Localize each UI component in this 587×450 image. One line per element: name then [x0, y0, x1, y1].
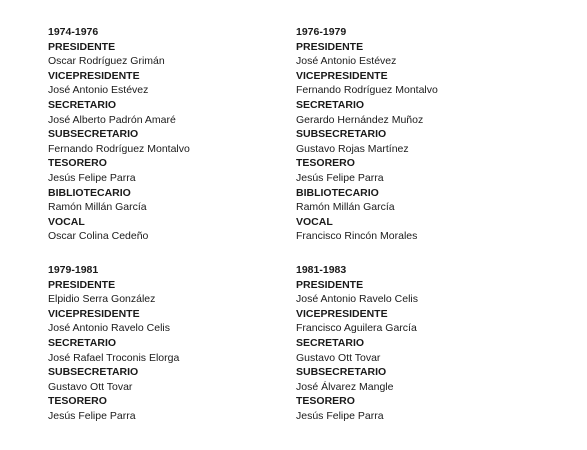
- role-label: TESORERO: [48, 157, 107, 170]
- role-label: SECRETARIO: [48, 336, 117, 349]
- role-label: SUBSECRETARIO: [48, 366, 139, 379]
- period-heading: 1974-1976: [48, 26, 99, 38]
- member-name: José Alberto Padrón Amaré: [48, 113, 176, 126]
- member-name: José Antonio Ravelo Celis: [48, 322, 170, 335]
- role-label: PRESIDENTE: [48, 278, 116, 291]
- member-name: Fernando Rodríguez Montalvo: [48, 142, 190, 155]
- member-name: José Antonio Estévez: [48, 84, 149, 97]
- role-label: PRESIDENTE: [296, 40, 364, 53]
- period-block-1981-1983: [296, 263, 546, 424]
- role-label: VICEPRESIDENTE: [296, 307, 388, 320]
- role-label: PRESIDENTE: [296, 278, 364, 291]
- member-name: Gustavo Rojas Martínez: [296, 142, 409, 155]
- member-name: Jesús Felipe Parra: [296, 409, 384, 422]
- member-name: Gustavo Ott Tovar: [296, 351, 381, 364]
- role-label: TESORERO: [296, 395, 355, 408]
- period-heading: 1976-1979: [296, 26, 347, 38]
- member-name: José Rafael Troconis Elorga: [48, 351, 180, 364]
- member-name: José Antonio Estévez: [296, 55, 397, 68]
- period-heading: 1981-1983: [296, 264, 347, 276]
- role-label: VOCAL: [48, 215, 85, 228]
- member-name: José Álvarez Mangle: [296, 380, 394, 393]
- member-name: José Antonio Ravelo Celis: [296, 293, 418, 306]
- role-label: BIBLIOTECARIO: [296, 186, 379, 199]
- member-name: Jesús Felipe Parra: [48, 409, 136, 422]
- role-label: VICEPRESIDENTE: [296, 69, 388, 82]
- member-name: Oscar Rodríguez Grimán: [48, 55, 165, 68]
- member-name: Fernando Rodríguez Montalvo: [296, 84, 438, 97]
- role-label: SUBSECRETARIO: [296, 128, 387, 141]
- period-block-1974-1976: [48, 25, 298, 244]
- member-name: Jesús Felipe Parra: [296, 171, 384, 184]
- member-name: Ramón Millán García: [296, 201, 395, 214]
- member-name: Gerardo Hernández Muñoz: [296, 113, 424, 126]
- role-label: SECRETARIO: [296, 336, 365, 349]
- role-label: SECRETARIO: [48, 98, 117, 111]
- role-label: SUBSECRETARIO: [48, 128, 139, 141]
- member-name: Oscar Colina Cedeño: [48, 230, 149, 243]
- role-label: SECRETARIO: [296, 98, 365, 111]
- member-name: Ramón Millán García: [48, 201, 147, 214]
- period-heading: 1979-1981: [48, 264, 99, 276]
- role-label: VICEPRESIDENTE: [48, 307, 140, 320]
- member-name: Francisco Rincón Morales: [296, 230, 418, 243]
- role-label: VICEPRESIDENTE: [48, 69, 140, 82]
- member-name: Elpidio Serra González: [48, 293, 156, 306]
- role-label: BIBLIOTECARIO: [48, 186, 131, 199]
- member-name: Jesús Felipe Parra: [48, 171, 136, 184]
- period-block-1976-1979: [296, 25, 546, 244]
- member-name: Francisco Aguilera García: [296, 322, 417, 335]
- role-label: PRESIDENTE: [48, 40, 116, 53]
- role-label: TESORERO: [296, 157, 355, 170]
- period-block-1979-1981: [48, 263, 298, 424]
- role-label: SUBSECRETARIO: [296, 366, 387, 379]
- role-label: TESORERO: [48, 395, 107, 408]
- member-name: Gustavo Ott Tovar: [48, 380, 133, 393]
- role-label: VOCAL: [296, 215, 333, 228]
